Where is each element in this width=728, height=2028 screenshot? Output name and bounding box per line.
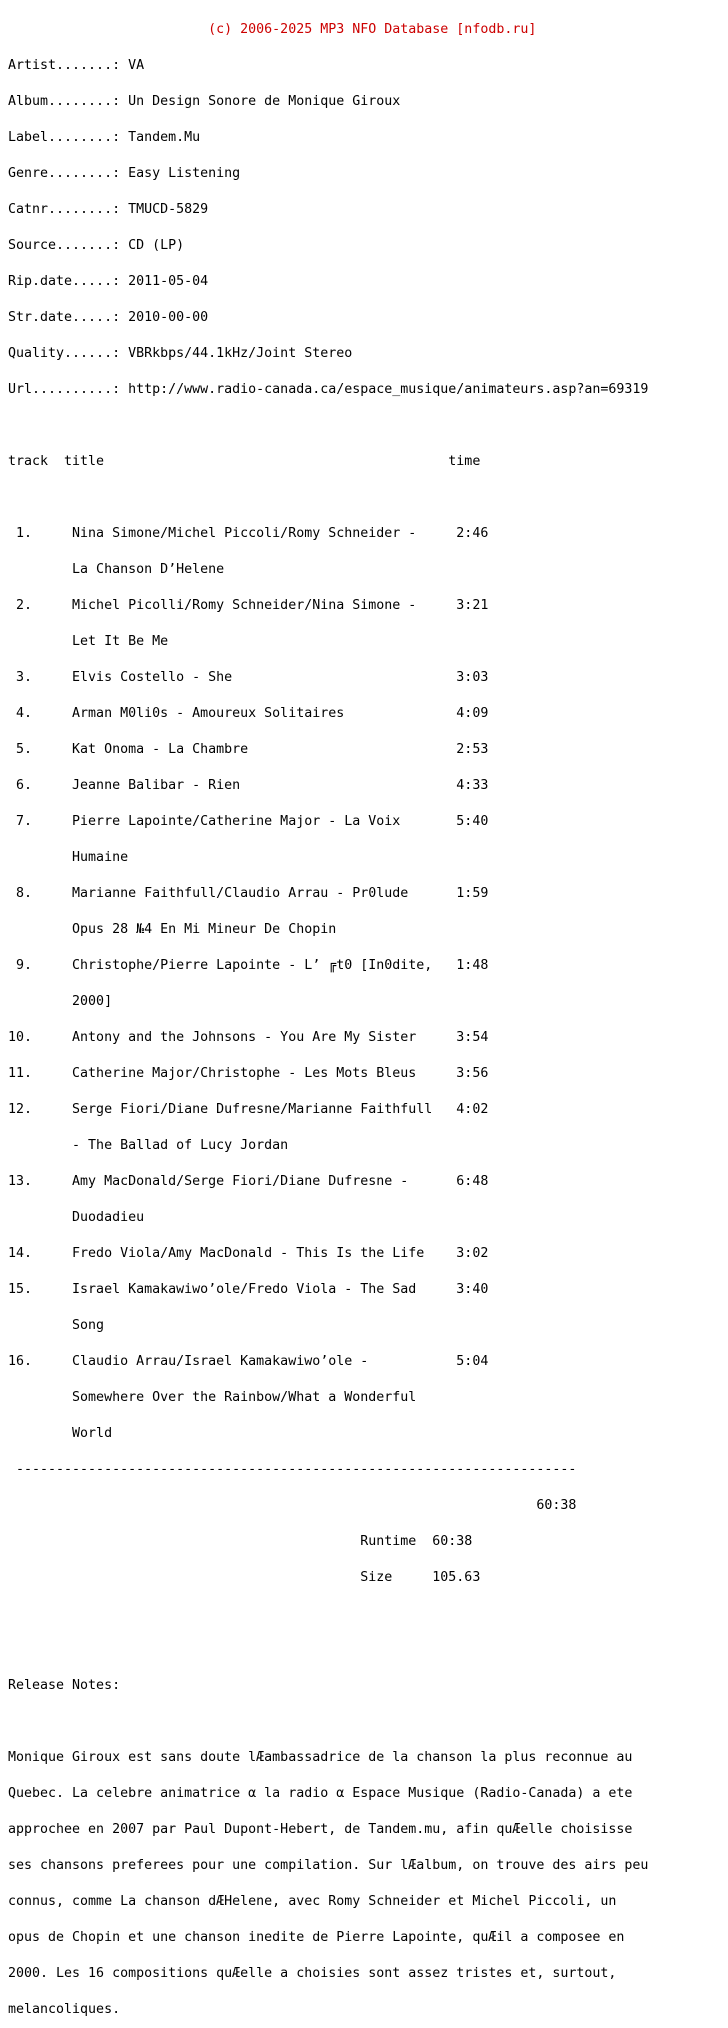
track-line: Somewhere Over the Rainbow/What a Wonderful [8,1390,417,1405]
track-line: 2. Michel Picolli/Romy Schneider/Nina Simone - 3:21 [8,598,489,613]
info-genre: Genre........: Easy Listening [8,166,241,181]
track-line: 8. Marianne Faithfull/Claudio Arrau - Pr0lude 1:59 [8,886,489,901]
track-line: - The Ballad of Lucy Jordan [8,1138,289,1153]
info-artist: Artist.......: VA [8,58,145,73]
release-notes-line: ses chansons preferees pour une compilation. Sur lÆalbum, on trouve des airs peu [8,1858,649,1873]
divider-line: ---------------------------------------------------------------------- [8,1462,577,1477]
info-label: Label........: Tandem.Mu [8,130,201,145]
blank-line [8,1644,648,1656]
nfodb-copyright-header: (c) 2006-2025 MP3 NFO Database [nfodb.ru] [8,22,537,37]
track-line: Duodadieu [8,1210,145,1225]
info-rip-date: Rip.date.....: 2011-05-04 [8,274,209,289]
info-catnr: Catnr........: TMUCD-5829 [8,202,209,217]
track-line: 4. Arman M0li0s - Amoureux Solitaires 4:09 [8,706,489,721]
release-notes-line: melancoliques. [8,2002,121,2017]
release-notes-line: opus de Chopin et une chanson inedite de Pierre Lapointe, quÆil a composee en [8,1930,625,1945]
blank-line [8,1716,648,1728]
track-line: 16. Claudio Arrau/Israel Kamakawiwo’ole - 5:04 [8,1354,489,1369]
track-line: World [8,1426,113,1441]
track-line: 15. Israel Kamakawiwo’ole/Fredo Viola - The Sad 3:40 [8,1282,489,1297]
info-source: Source.......: CD (LP) [8,238,185,253]
info-quality: Quality......: VBRkbps/44.1kHz/Joint Stereo [8,346,353,361]
info-str-date: Str.date.....: 2010-00-00 [8,310,209,325]
track-line: Humaine [8,850,129,865]
release-notes-line: Quebec. La celebre animatrice α la radio α Espace Musique (Radio-Canada) a ete [8,1786,633,1801]
track-line: 9. Christophe/Pierre Lapointe - L’ ╔t0 [In0dite, 1:48 [8,958,489,973]
track-line: 7. Pierre Lapointe/Catherine Major - La Voix 5:40 [8,814,489,829]
blank-line [8,1608,648,1620]
release-notes-line: Monique Giroux est sans doute lÆambassadrice de la chanson la plus reconnue au [8,1750,633,1765]
track-line: 2000] [8,994,113,1009]
release-notes-line: 2000. Les 16 compositions quÆelle a choisies sont assez tristes et, surtout, [8,1966,617,1981]
info-url: Url..........: http://www.radio-canada.ca/espace_musique/animateurs.asp?an=69319 [8,382,649,397]
runtime-line: Runtime 60:38 [8,1534,473,1549]
tracklist-header: track title time [8,454,481,469]
track-line: La Chanson D’Helene [8,562,225,577]
track-line: 6. Jeanne Balibar - Rien 4:33 [8,778,489,793]
track-line: Let It Be Me [8,634,169,649]
track-line: 5. Kat Onoma - La Chambre 2:53 [8,742,489,757]
info-album: Album........: Un Design Sonore de Monique Giroux [8,94,401,109]
track-line: 1. Nina Simone/Michel Piccoli/Romy Schneider - 2:46 [8,526,489,541]
track-line: 11. Catherine Major/Christophe - Les Mots Bleus 3:56 [8,1066,489,1081]
release-notes-line: connus, comme La chanson dÆHelene, avec Romy Schneider et Michel Piccoli, un [8,1894,617,1909]
track-line: 14. Fredo Viola/Amy MacDonald - This Is the Life 3:02 [8,1246,489,1261]
release-notes-line: approchee en 2007 par Paul Dupont-Hebert, de Tandem.mu, afin quÆelle choisisse [8,1822,633,1837]
size-line: Size 105.63 [8,1570,481,1585]
track-line: 13. Amy MacDonald/Serge Fiori/Diane Dufresne - 6:48 [8,1174,489,1189]
track-line: 12. Serge Fiori/Diane Dufresne/Marianne Faithfull 4:02 [8,1102,489,1117]
blank-line [8,420,648,432]
track-line: Opus 28 №4 En Mi Mineur De Chopin [8,922,337,937]
track-line: 10. Antony and the Johnsons - You Are My Sister 3:54 [8,1030,489,1045]
blank-line [8,492,648,504]
track-line: Song [8,1318,105,1333]
release-notes-title: Release Notes: [8,1678,121,1693]
total-time: 60:38 [8,1498,577,1513]
track-line: 3. Elvis Costello - She 3:03 [8,670,489,685]
nfo-text [8,0,648,2028]
